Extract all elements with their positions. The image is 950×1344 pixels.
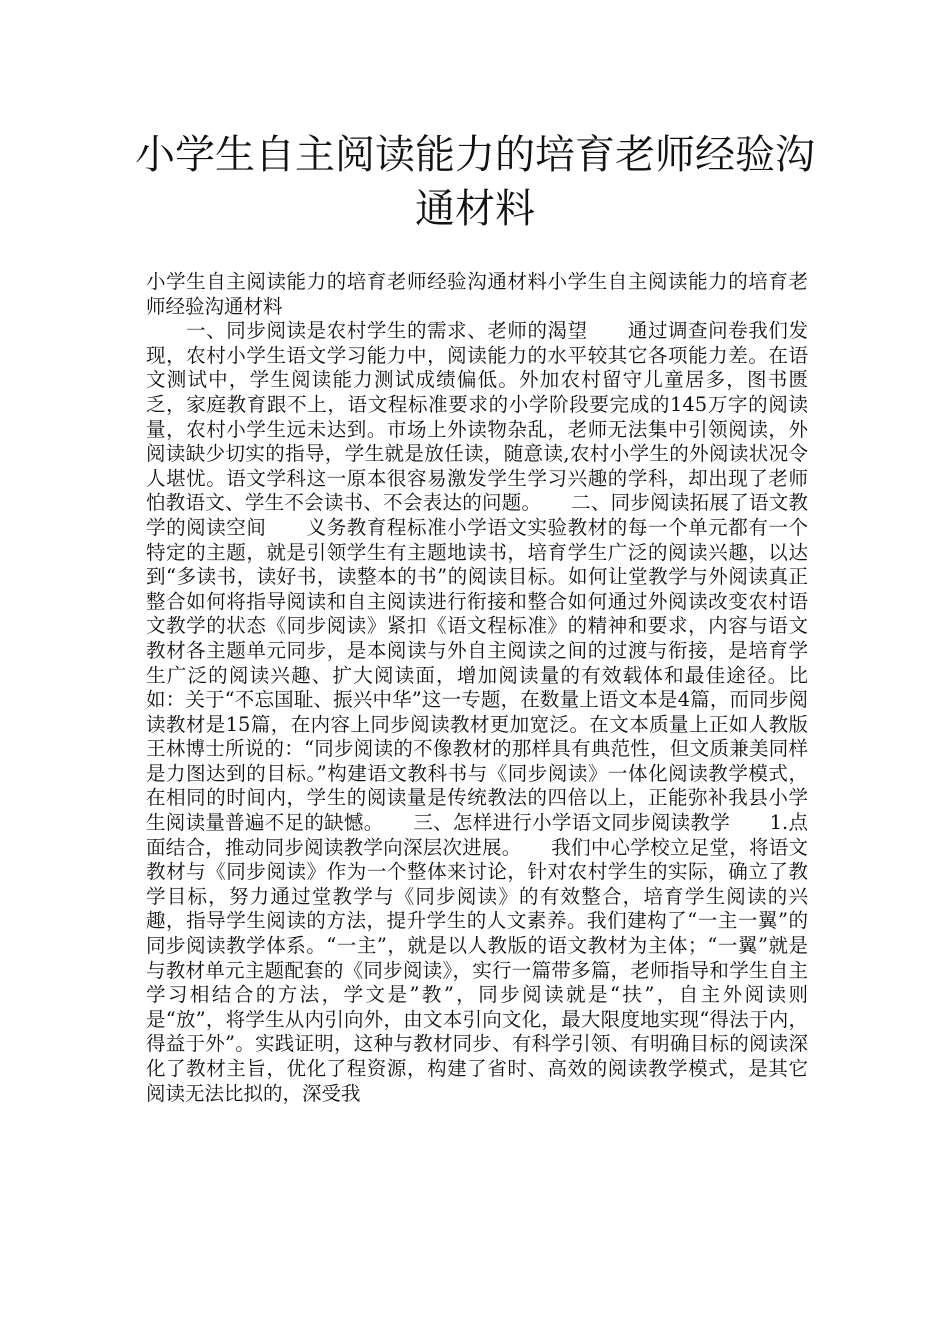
document-title: 小学生自主阅读能力的培育老师经验沟通材料 (135, 132, 815, 232)
document-body: 小学生自主阅读能力的培育老师经验沟通材料小学生自主阅读能力的培育老师经验沟通材料 一、同步阅读是农村学生的需求、老师的渴望 通过调查问卷我们发现，农村小学生语文学习能力中，阅读能力的水平较其它各项能力差。在语文测试中，学生阅读能力测试成绩偏低。外加农村留守儿童居多，图书匮乏，家庭教育跟不上，语文程标准要求的小学阶段要完成的145万字的阅读量，农村小学生远未达到。市场上外读物杂乱，老师无法集中引领阅读，外阅读缺少切实的指导，学生就是放任读，随意读,农村小学生的外阅读状况令人堪忧。语文学科这一原本很容易激发学生学习兴趣的学科，却出现了老师怕教语文、学生不会读书、不会表达的问题。 二、同步阅读拓展了语文教学的阅读空间 义务教育程标准小学语文实验教材的每一个单元都有一个特定的主题，就是引领学生有主题地读书，培育学生广泛的阅读兴趣，以达到“多读书，读好书，读整本的书”的阅读目标。如何让堂教学与外阅读真正整合如何将指导阅读和自主阅读进行衔接和整合如何通过外阅读改变农村语文教学的状态《同步阅读》紧扣《语文程标准》的精神和要求，内容与语文教材各主题单元同步，是本阅读与外自主阅读之间的过渡与衔接，是培育学生广泛的阅读兴趣、扩大阅读面，增加阅读量的有效载体和最佳途径。比如：关于“不忘国耻、振兴中华”这一专题，在数量上语文本是4篇，而同步阅读教材是15篇，在内容上同步阅读教材更加宽泛。在文本质量上正如人教版王林博士所说的：“同步阅读的不像教材的那样具有典范性，但文质兼美同样是力图达到的目标。”构建语文教科书与《同步阅读》一体化阅读教学模式，在相同的时间内，学生的阅读量是传统教法的四倍以上，正能弥补我县小学生阅读量普遍不足的缺憾。 三、怎样进行小学语文同步阅读教学 1.点面结合，推动同步阅读教学向深层次进展。 我们中心学校立足堂，将语文教材与《同步阅读》作为一个整体来讨论，针对农村学生的实际，确立了教学目标，努力通过堂教学与《同步阅读》的有效整合，培育学生阅读的兴趣，指导学生阅读的方法，提升学生的人文素养。我们建构了“一主一翼”的同步阅读教学体系。“一主”，就是以人教版的语文教材为主体；“一翼”就是与教材单元主题配套的《同步阅读》，实行一篇带多篇，老师指导和学生自主学习相结合的方法，学文是”教”，同步阅读就是“扶”，自主外阅读则是“放”，将学生从内引向外，由文本引向文化，最大限度地实现“得法于内，得益于外”。实践证明，这种与教材同步、有科学引领、有明确目标的阅读深化了教材主旨，优化了程资源，构建了省时、高效的阅读教学模式，是其它阅读无法比拟的，深受我 (146, 270, 808, 1105)
